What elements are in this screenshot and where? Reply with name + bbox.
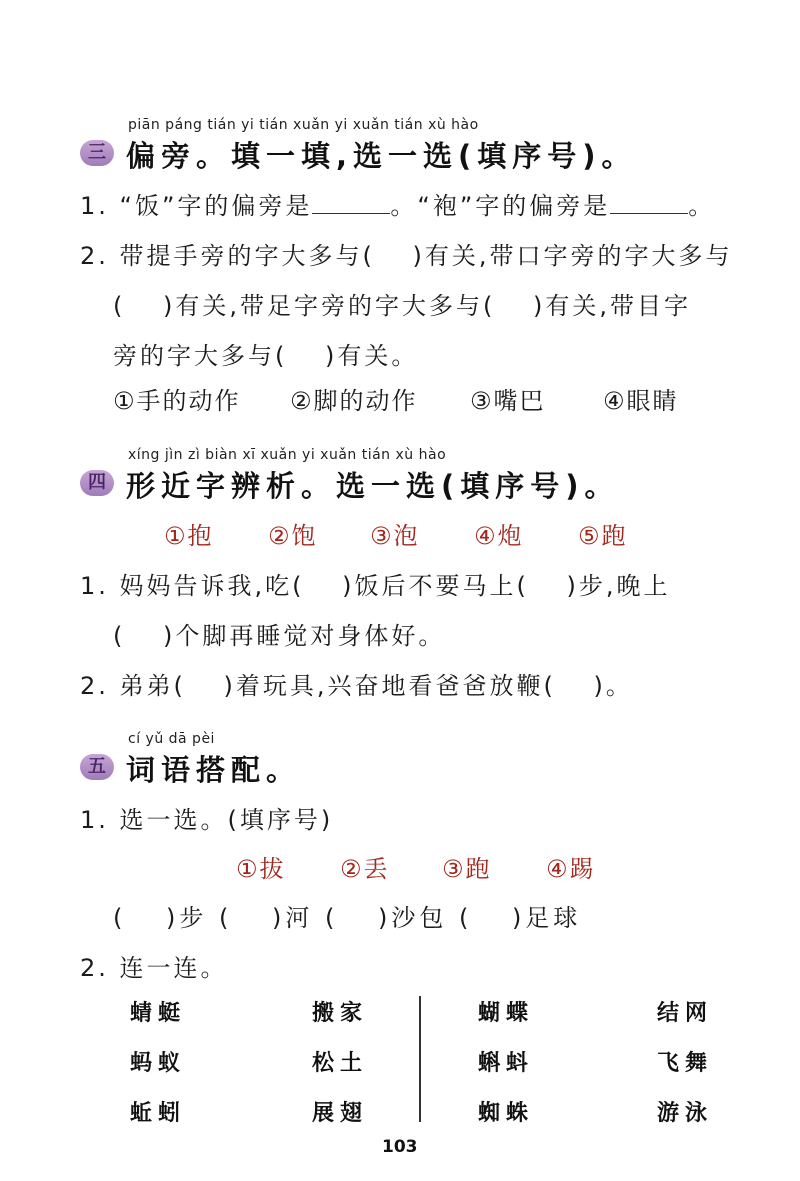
section4-badge: 四 [80,470,114,496]
section4-option-4: ④炮 [474,522,524,550]
section3-option-1: ①手的动作 [113,387,241,415]
match-right-a-1[interactable]: 蝴蝶 [478,1001,535,1026]
match-left-b-1[interactable]: 搬家 [312,1001,369,1026]
match-right-b-3[interactable]: 游泳 [657,1101,714,1126]
section4-option-3: ③泡 [370,522,420,550]
match-right-b-1[interactable]: 结网 [657,1001,714,1026]
section4-pinyin: xíng jìn zì biàn xī xuǎn yi xuǎn tián xù hào [128,447,447,463]
section3-q2-line1: 2. 带提手旁的字大多与( )有关,带口字旁的字大多与 [80,242,733,270]
section5-q1-label: 1. 选一选。(填序号) [80,806,334,834]
section5-blanks-line: ( )步 ( )河 ( )沙包 ( )足球 [113,904,582,932]
match-left-b-2[interactable]: 松土 [312,1051,369,1076]
section4-option-5: ⑤跑 [578,522,628,550]
section5-option-1: ①拔 [236,855,286,883]
q1-blank-b[interactable] [610,191,688,214]
page-number: 103 [382,1137,418,1157]
section3-title: 偏旁。填一填,选一选(填序号)。 [126,139,637,173]
section4-option-2: ②饱 [268,522,318,550]
match-left-b-3[interactable]: 展翅 [312,1101,369,1126]
section5-badge: 五 [80,754,114,780]
section4-option-1: ①抱 [164,522,214,550]
section3-pinyin: piān páng tián yi tián xuǎn yi xuǎn tián xù hào [128,117,479,133]
match-right-b-2[interactable]: 飞舞 [657,1051,714,1076]
section3-option-2: ②脚的动作 [290,387,418,415]
section3-q2-line3: 旁的字大多与( )有关。 [113,342,419,370]
match-left-a-1[interactable]: 蜻蜓 [130,1001,187,1026]
section4-q1-line2: ( )个脚再睡觉对身体好。 [113,622,446,650]
section4-q1-line1: 1. 妈妈告诉我,吃( )饭后不要马上( )步,晚上 [80,572,671,600]
section3-badge: 三 [80,140,114,166]
match-left-a-2[interactable]: 蚂蚁 [130,1051,187,1076]
section5-q2-label: 2. 连一连。 [80,954,228,982]
q1-number: 1. [80,192,109,220]
match-right-a-2[interactable]: 蝌蚪 [478,1051,535,1076]
q1-part-b: 。“袍”字的偏旁是 [390,192,611,220]
section5-title: 词语搭配。 [126,753,302,787]
q1-blank-a[interactable] [312,191,390,214]
section5-option-2: ②丢 [340,855,390,883]
section4-q2-line1: 2. 弟弟( )着玩具,兴奋地看爸爸放鞭( )。 [80,672,633,700]
section4-title: 形近字辨析。选一选(填序号)。 [126,469,620,503]
section3-option-3: ③嘴巴 [470,387,546,415]
match-left-a-3[interactable]: 蚯蚓 [130,1101,187,1126]
section3-option-4: ④眼睛 [603,387,679,415]
match-right-a-3[interactable]: 蜘蛛 [478,1101,535,1126]
section5-pinyin: cí yǔ dā pèi [128,731,215,747]
section5-option-4: ④踢 [546,855,596,883]
q1-part-a: “饭”字的偏旁是 [119,192,313,220]
column-divider [419,996,421,1122]
section3-q1 [80,186,715,221]
section5-option-3: ③跑 [442,855,492,883]
q1-end: 。 [688,192,716,220]
section3-q2-line2: ( )有关,带足字旁的字大多与( )有关,带目字 [113,292,691,320]
